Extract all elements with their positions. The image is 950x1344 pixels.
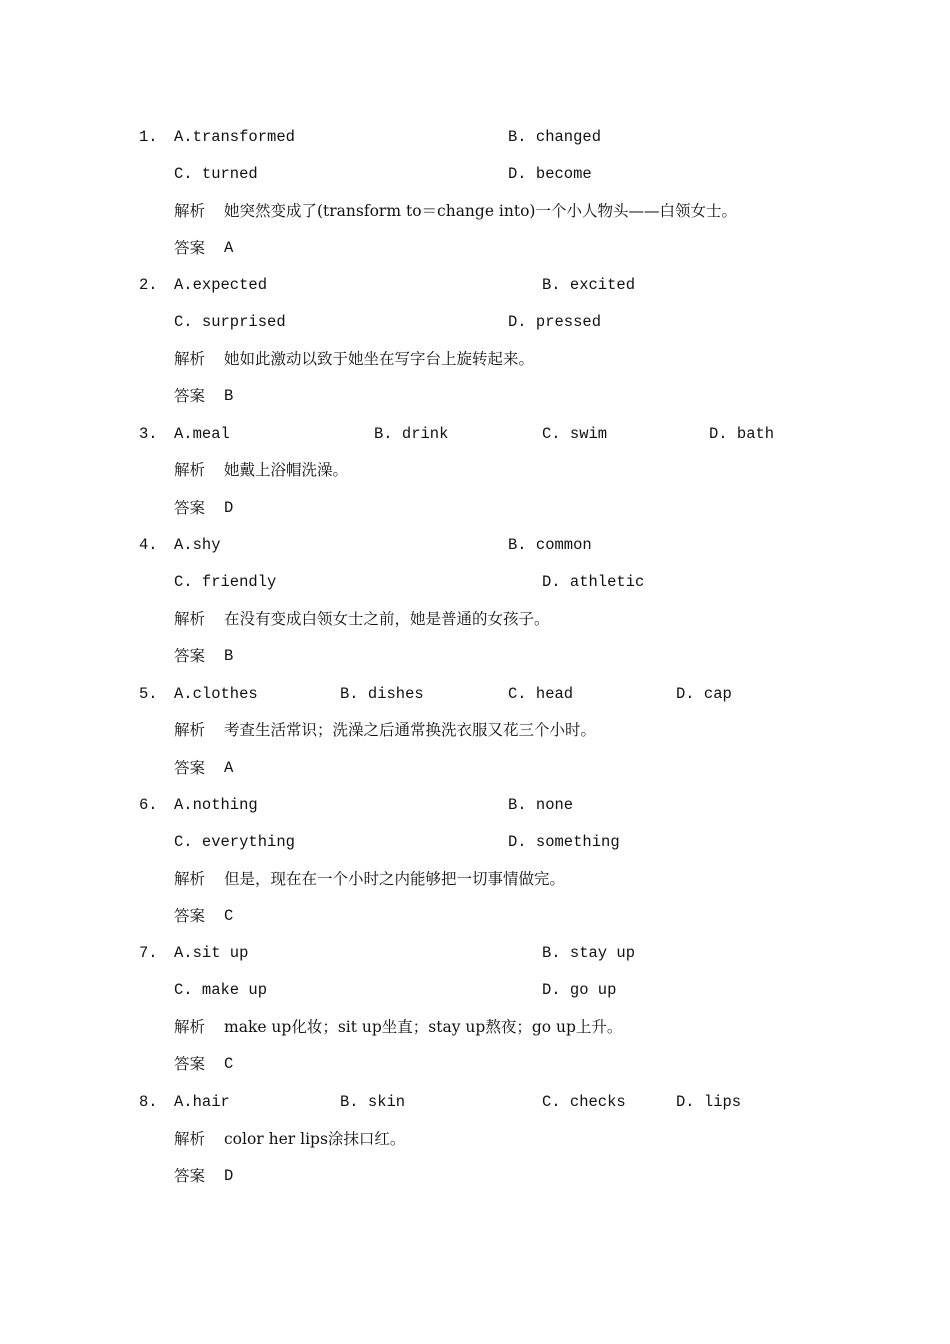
question-2-answer xyxy=(0,384,950,408)
question-3-options-row xyxy=(0,422,950,446)
question-2-analysis xyxy=(0,347,950,371)
question-8-answer xyxy=(0,1164,950,1188)
question-6-options-row-2 xyxy=(0,830,950,854)
question-number: 7. xyxy=(139,944,158,962)
option-b: B. skin xyxy=(340,1093,406,1111)
answer-value: B xyxy=(224,647,234,665)
answer-label: 答案 xyxy=(174,907,206,925)
analysis-text: 但是，现在在一个小时之内能够把一切事情做完。 xyxy=(224,870,566,888)
answer-label: 答案 xyxy=(174,239,206,257)
option-b: B. dishes xyxy=(340,685,424,703)
question-5-options-row xyxy=(0,682,950,706)
analysis-text: 她如此激动以致于她坐在写字台上旋转起来。 xyxy=(224,350,535,368)
option-c: C. everything xyxy=(174,833,295,851)
option-d: D. bath xyxy=(709,425,775,443)
question-7-options-row-2 xyxy=(0,978,950,1002)
question-number: 8. xyxy=(139,1093,158,1111)
answer-value: D xyxy=(224,1167,234,1185)
analysis-text: 她戴上浴帽洗澡。 xyxy=(224,461,349,479)
question-4-options-row-1 xyxy=(0,533,950,557)
analysis-label: 解析 xyxy=(174,610,206,628)
option-c: C. head xyxy=(508,685,574,703)
option-c: C. friendly xyxy=(174,573,277,591)
option-c: C. make up xyxy=(174,981,268,999)
option-a: A.transformed xyxy=(174,128,295,146)
option-d: D. go up xyxy=(542,981,617,999)
option-b: B. stay up xyxy=(542,944,636,962)
answer-label: 答案 xyxy=(174,647,206,665)
option-d: D. lips xyxy=(676,1093,742,1111)
answer-label: 答案 xyxy=(174,499,206,517)
question-1-answer xyxy=(0,236,950,260)
option-b: B. none xyxy=(508,796,574,814)
analysis-text: 在没有变成白领女士之前，她是普通的女孩子。 xyxy=(224,610,550,628)
question-3-answer xyxy=(0,496,950,520)
option-d: D. cap xyxy=(676,685,732,703)
question-5-analysis xyxy=(0,718,950,742)
answer-value: B xyxy=(224,387,234,405)
question-7-answer xyxy=(0,1052,950,1076)
question-1-options-row-1 xyxy=(0,125,950,149)
option-a: A.shy xyxy=(174,536,221,554)
question-2-options-row-1 xyxy=(0,273,950,297)
question-number: 5. xyxy=(139,685,158,703)
option-d: D. athletic xyxy=(542,573,645,591)
option-c: C. swim xyxy=(542,425,608,443)
question-7-analysis xyxy=(0,1015,950,1039)
option-d: D. become xyxy=(508,165,592,183)
option-b: B. changed xyxy=(508,128,602,146)
question-4-answer xyxy=(0,644,950,668)
answer-value: A xyxy=(224,759,234,777)
option-d: D. something xyxy=(508,833,620,851)
question-6-analysis xyxy=(0,867,950,891)
question-number: 4. xyxy=(139,536,158,554)
analysis-label: 解析 xyxy=(174,870,206,888)
question-6-options-row-1 xyxy=(0,793,950,817)
question-1-options-row-2 xyxy=(0,162,950,186)
option-b: B. common xyxy=(508,536,592,554)
analysis-label: 解析 xyxy=(174,202,206,220)
option-a: A.expected xyxy=(174,276,268,294)
question-4-analysis xyxy=(0,607,950,631)
option-d: D. pressed xyxy=(508,313,602,331)
answer-label: 答案 xyxy=(174,1055,206,1073)
question-4-options-row-2 xyxy=(0,570,950,594)
analysis-text: color her lips涂抹口红。 xyxy=(224,1130,406,1148)
analysis-text: make up化妆；sit up坐直；stay up熬夜；go up上升。 xyxy=(224,1018,623,1036)
analysis-label: 解析 xyxy=(174,350,206,368)
option-b: B. excited xyxy=(542,276,636,294)
analysis-label: 解析 xyxy=(174,461,206,479)
option-c: C. checks xyxy=(542,1093,626,1111)
option-c: C. surprised xyxy=(174,313,286,331)
option-a: A.hair xyxy=(174,1093,230,1111)
question-3-analysis xyxy=(0,458,950,482)
answer-value: A xyxy=(224,239,234,257)
analysis-label: 解析 xyxy=(174,1018,206,1036)
question-6-answer xyxy=(0,904,950,928)
option-a: A.sit up xyxy=(174,944,249,962)
option-a: A.meal xyxy=(174,425,230,443)
option-a: A.nothing xyxy=(174,796,258,814)
analysis-text: 她突然变成了(transform to＝change into)一个小人物头——白领女士。 xyxy=(224,202,737,220)
answer-label: 答案 xyxy=(174,1167,206,1185)
option-c: C. turned xyxy=(174,165,258,183)
option-a: A.clothes xyxy=(174,685,258,703)
question-8-analysis xyxy=(0,1127,950,1151)
answer-value: C xyxy=(224,907,234,925)
question-8-options-row xyxy=(0,1090,950,1114)
analysis-label: 解析 xyxy=(174,1130,206,1148)
answer-label: 答案 xyxy=(174,759,206,777)
question-2-options-row-2 xyxy=(0,310,950,334)
question-5-answer xyxy=(0,756,950,780)
answer-label: 答案 xyxy=(174,387,206,405)
question-7-options-row-1 xyxy=(0,941,950,965)
question-1-analysis xyxy=(0,199,950,223)
answer-value: D xyxy=(224,499,234,517)
analysis-label: 解析 xyxy=(174,721,206,739)
option-b: B. drink xyxy=(374,425,449,443)
answer-value: C xyxy=(224,1055,234,1073)
question-number: 6. xyxy=(139,796,158,814)
question-number: 3. xyxy=(139,425,158,443)
question-number: 1. xyxy=(139,128,158,146)
question-number: 2. xyxy=(139,276,158,294)
analysis-text: 考查生活常识；洗澡之后通常换洗衣服又花三个小时。 xyxy=(224,721,597,739)
